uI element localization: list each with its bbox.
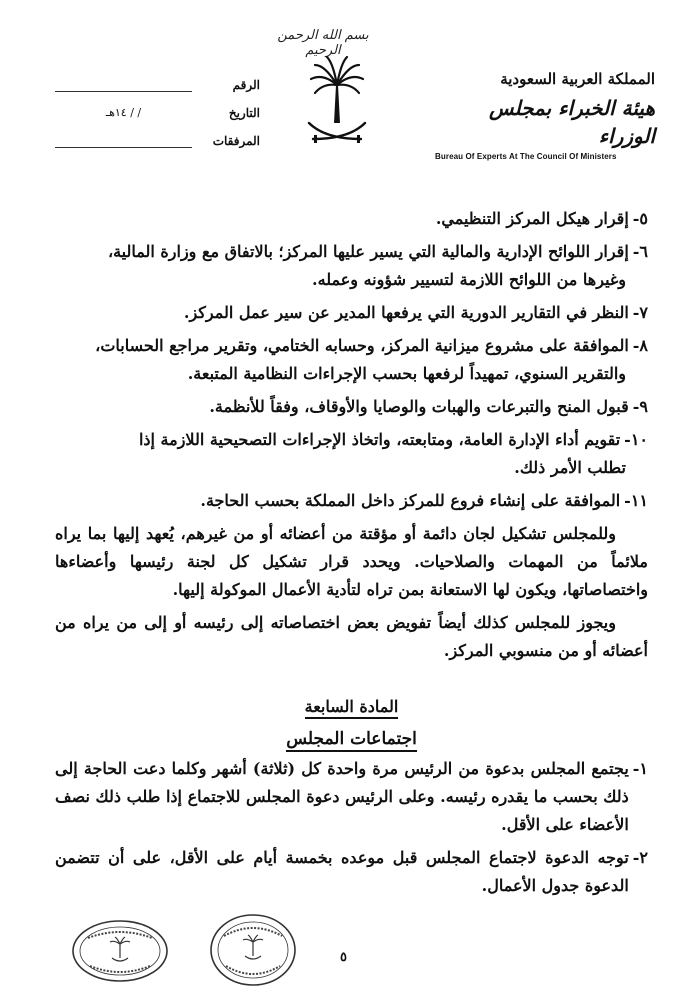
item-text: توجه الدعوة لاجتماع المجلس قبل موعده بخمسة أيام على الأقل، على أن تتضمن الدعوة جدول الأعمال. (55, 848, 629, 895)
item-text: النظر في التقارير الدورية التي يرفعها المدير عن سير عمل المركز. (183, 303, 629, 322)
item-text: الموافقة على إنشاء فروع للمركز داخل المملكة بحسب الحاجة. (200, 491, 621, 510)
item-continuation: تطلب الأمر ذلك. (514, 458, 626, 477)
meeting-item-2 (55, 844, 648, 900)
meeting-item-1 (55, 755, 648, 839)
ref-number-line (55, 77, 192, 92)
article-title (55, 693, 648, 721)
article-title-text: المادة السابعة (305, 697, 399, 719)
item-text: إقرار اللوائح الإدارية والمالية التي يسير عليها المركز؛ بالاتفاق مع وزارة المالية، (107, 242, 629, 261)
item-number: ٥- (632, 209, 648, 228)
list-item-9 (55, 393, 648, 421)
item-text: الموافقة على مشروع ميزانية المركز، وحسابه الختامي، وتقرير مراجع الحسابات، (95, 336, 629, 355)
date-label: التاريخ (228, 106, 260, 120)
attachments-row (55, 120, 260, 148)
item-continuation: وغيرها من اللوائح اللازمة لتسيير شؤونه وعمله. (312, 270, 626, 289)
item-number: ٨- (632, 336, 648, 355)
ref-number-row (55, 64, 260, 92)
official-seal-icon (70, 918, 170, 984)
document-body (55, 205, 648, 900)
bureau-name-english: Bureau Of Experts At The Council Of Ministers (435, 152, 617, 161)
page-number: ٥ (340, 950, 347, 965)
list-item-10 (55, 426, 648, 454)
list-item-8 (55, 332, 648, 360)
item-number: ٩- (632, 397, 648, 416)
official-seal-icon (208, 912, 298, 988)
section-title (55, 725, 648, 753)
list-item-11 (55, 487, 648, 515)
date-value: / / ١٤هـ (105, 106, 142, 119)
item-continuation: والتقرير السنوي، تمهيداً لرفعها بحسب الإجراءات النظامية المتبعة. (187, 364, 626, 383)
item-number: ٢- (632, 848, 648, 867)
saudi-emblem-icon (305, 55, 369, 147)
item-number: ١- (632, 759, 648, 778)
attachments-line (55, 133, 192, 148)
basmala: بسم الله الرحمن الرحيم (277, 28, 369, 58)
paragraph-committees: وللمجلس تشكيل لجان دائمة أو مؤقتة من أعضائه أو من غيرهم، يُعهد إليها بما يراه ملائماً من المهمات والصلاحيات. ويحدد قرار تشكيل كل لجنة رئيسها وأعضاءها واختصاصاتها، ويكون لها الاستعانة بمن تراه لتأدية الأعمال الموكولة إليها. (55, 524, 649, 599)
item-number: ١٠- (624, 430, 648, 449)
list-item-6 (55, 238, 648, 266)
item-text: تقويم أداء الإدارة العامة، ومتابعته، واتخاذ الإجراءات التصحيحية اللازمة إذا (138, 430, 621, 449)
list-item-5 (55, 205, 648, 233)
attachments-label: المرفقات (212, 134, 260, 148)
ref-number-label: الرقم (232, 78, 260, 92)
paragraph-delegation: ويجوز للمجلس كذلك أيضاً تفويض بعض اختصاصاته إلى رئيسه أو إلى من يراه من أعضائه أو من منسوبي المركز. (55, 613, 648, 660)
bureau-name-arabic: هيئة الخبراء بمجلس الوزراء (488, 96, 655, 148)
issuer-block (435, 70, 655, 161)
item-number: ١١- (624, 491, 648, 510)
item-number: ٧- (632, 303, 648, 322)
date-row (55, 92, 260, 120)
kingdom-name: المملكة العربية السعودية (500, 70, 655, 88)
item-number: ٦- (632, 242, 648, 261)
section-title-text: اجتماعات المجلس (286, 729, 417, 752)
reference-block (55, 64, 260, 148)
list-item-7 (55, 299, 648, 327)
item-text: إقرار هيكل المركز التنظيمي. (435, 209, 629, 228)
item-text: يجتمع المجلس بدعوة من الرئيس مرة واحدة كل (ثلاثة) أشهر وكلما دعت الحاجة إلى ذلك بحسب ما يقدره رئيسه. وعلى الرئيس دعوة المجلس للاجتماع إذا طلب ذلك نصف الأعضاء على الأقل. (55, 759, 629, 834)
item-text: قبول المنح والتبرعات والهبات والوصايا والأوقاف، وفقاً للأنظمة. (209, 397, 629, 416)
